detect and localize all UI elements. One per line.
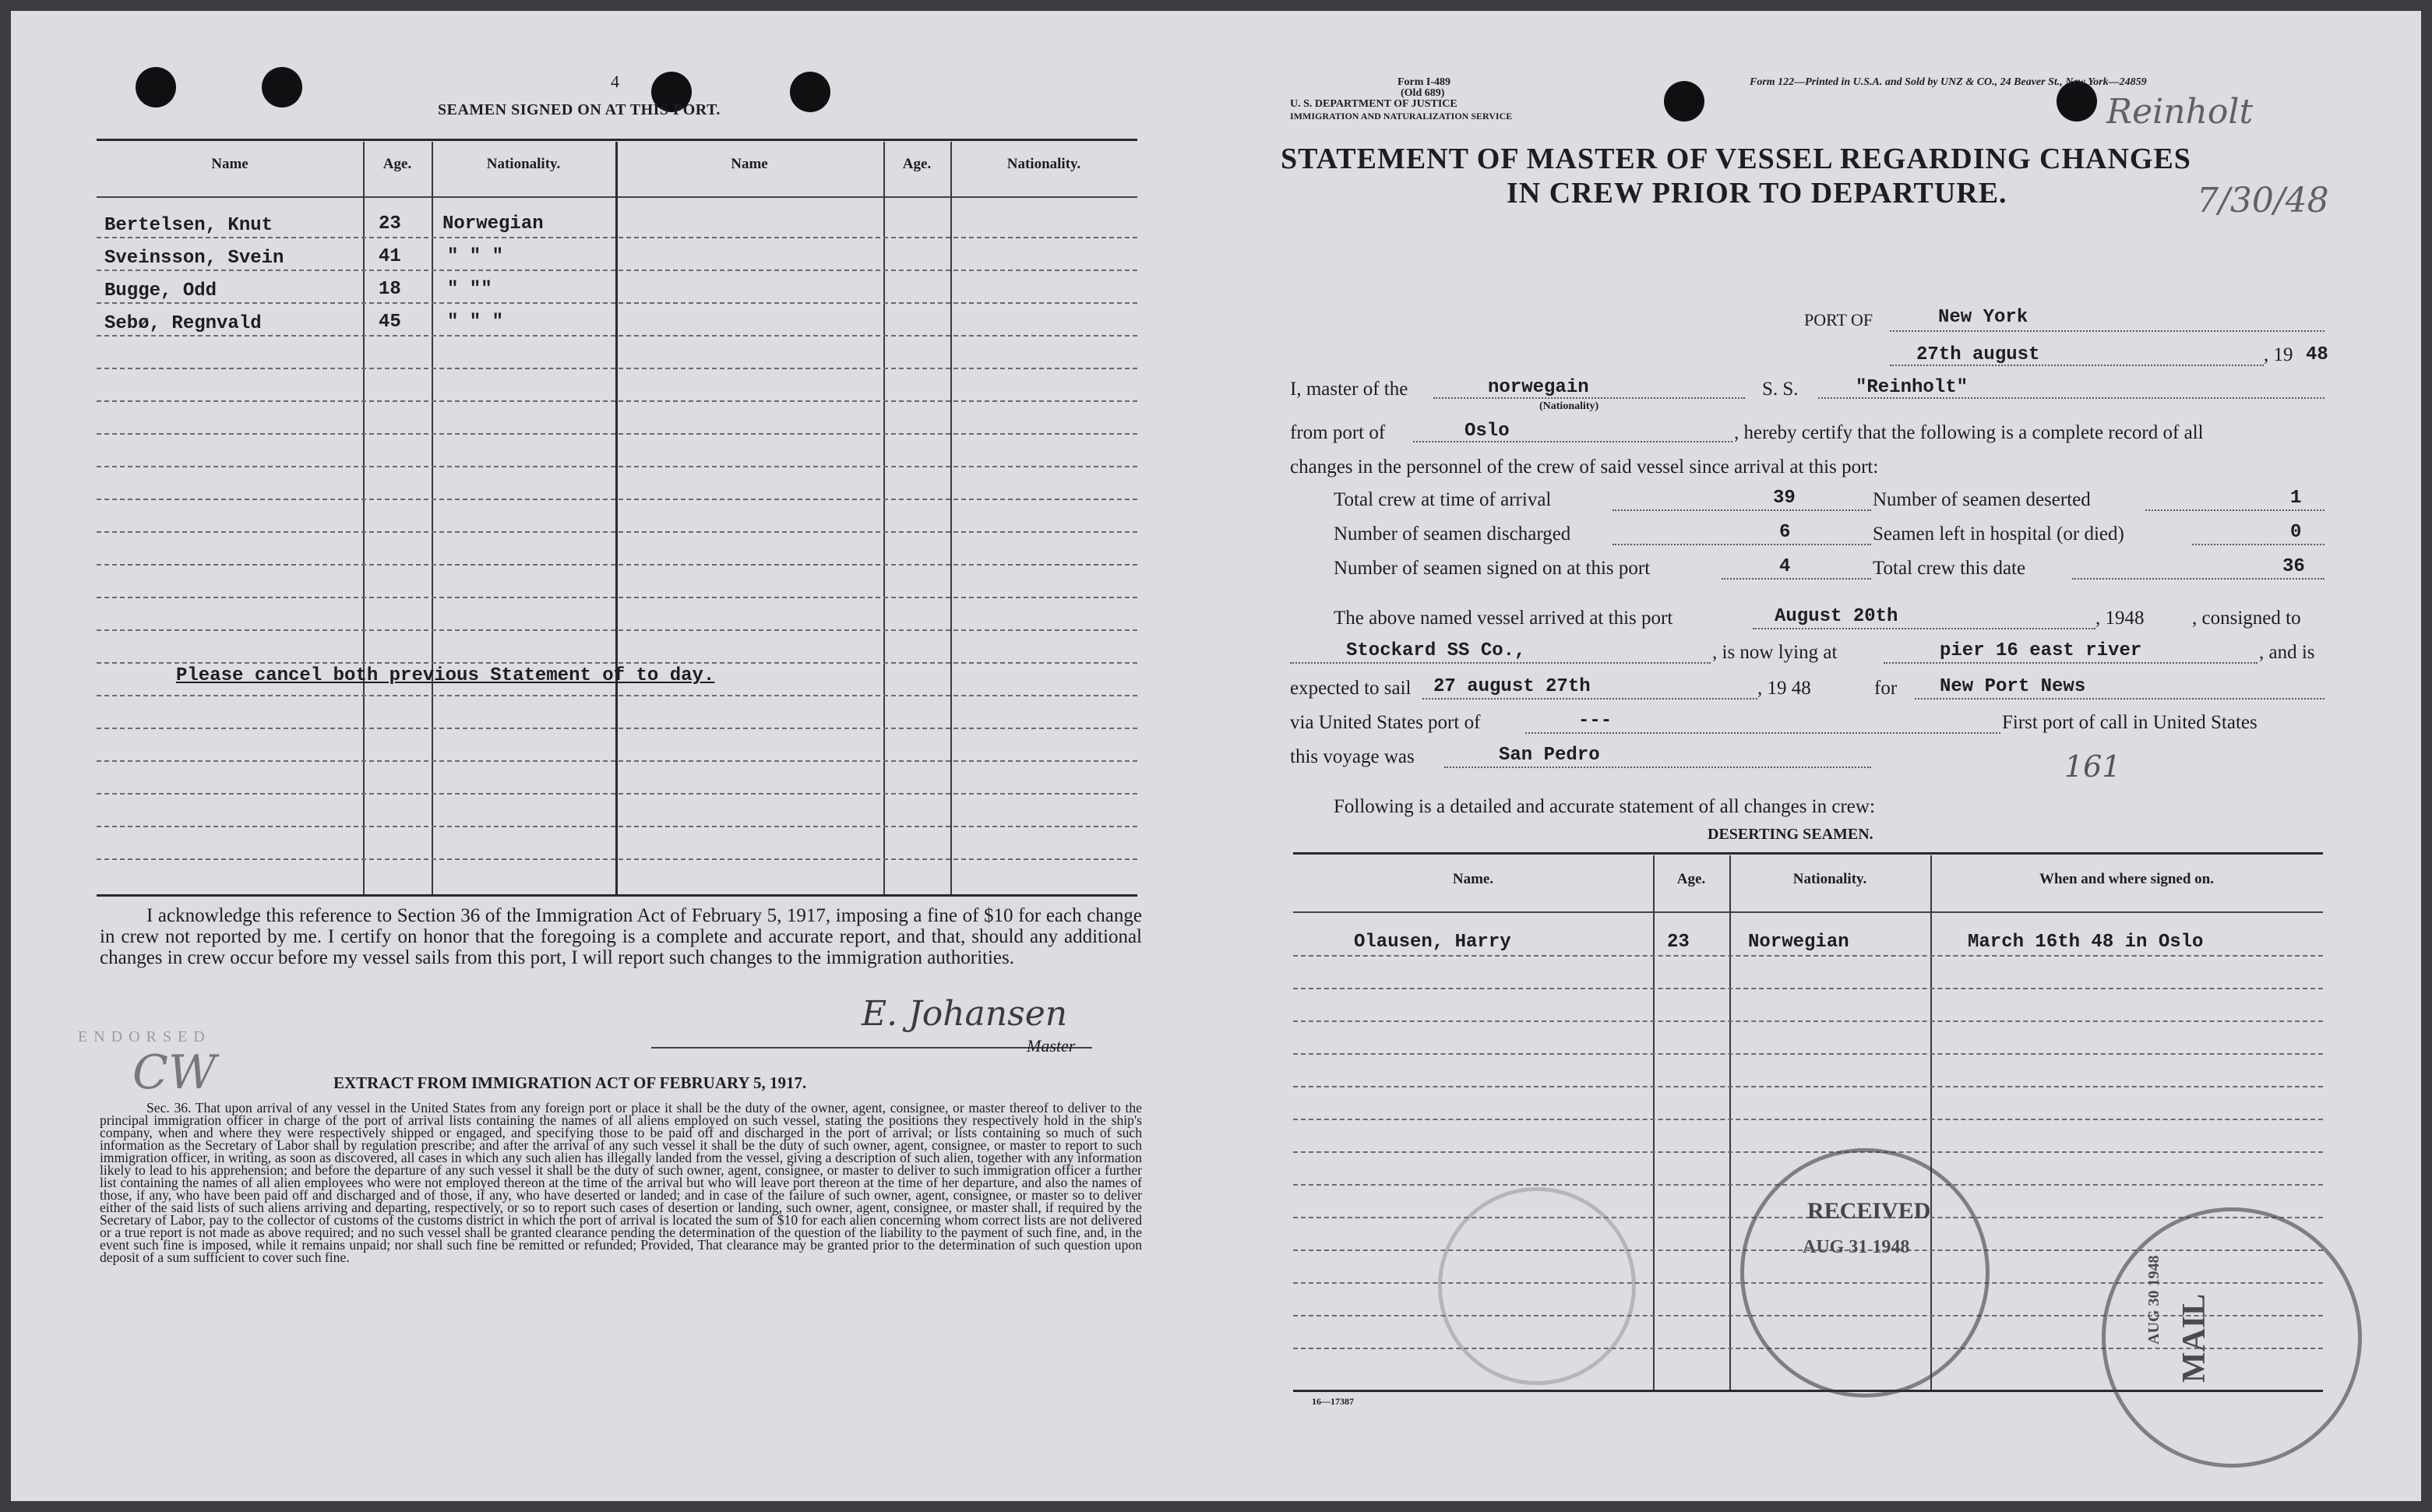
from-port-label: from port of xyxy=(1290,422,1386,443)
crew-age: 23 xyxy=(379,213,401,234)
form-number: Form I-489 xyxy=(1398,76,1451,88)
form-old-number: (Old 689) xyxy=(1401,87,1445,99)
department-name: U. S. DEPARTMENT OF JUSTICE xyxy=(1290,98,1457,110)
stat-value-total-arrival: 39 xyxy=(1773,488,1796,509)
master-signature: E. Johansen xyxy=(862,994,1068,1034)
stat-line xyxy=(2145,509,2324,511)
first-port-label: First port of call in United States xyxy=(2002,712,2258,733)
stat-value-deserted: 1 xyxy=(2290,488,2302,509)
master-of-label: I, master of the xyxy=(1290,379,1408,400)
voyage-label: this voyage was xyxy=(1290,746,1415,767)
received-stamp-label: RECEIVED xyxy=(1807,1198,1931,1224)
arrived-year: , 1948 xyxy=(2095,608,2145,629)
column-divider xyxy=(615,142,618,894)
nationality-caption: (Nationality) xyxy=(1539,400,1599,412)
port-label: PORT OF xyxy=(1804,310,1873,330)
expected-year: , 19 48 xyxy=(1757,678,1811,699)
col-header-name: Name xyxy=(211,156,248,172)
desert-header-signed: When and where signed on. xyxy=(2039,871,2214,887)
column-divider xyxy=(883,142,885,894)
crew-name: Sveinsson, Svein xyxy=(104,248,284,269)
destination-value: New Port News xyxy=(1940,676,2086,697)
desert-header-nationality: Nationality. xyxy=(1792,871,1867,887)
stat-value-total-today: 36 xyxy=(2282,556,2305,577)
changes-text: changes in the personnel of the crew of said vessel since arrival at this port: xyxy=(1290,456,1879,478)
form-footer-code: 16—17387 xyxy=(1312,1396,1354,1407)
left-page-title: SEAMEN SIGNED ON AT THIS PORT. xyxy=(438,101,721,118)
column-divider xyxy=(1653,855,1655,1390)
arrived-value: August 20th xyxy=(1775,606,1898,627)
crew-age: 41 xyxy=(379,246,401,267)
form-title-line1: STATEMENT OF MASTER OF VESSEL REGARDING CHANGES xyxy=(1281,143,2191,175)
destination-line xyxy=(1915,698,2324,700)
deserting-title: DESERTING SEAMEN. xyxy=(1708,826,1873,843)
received-stamp xyxy=(1740,1148,1990,1397)
printer-line: Form 122—Printed in U.S.A. and Sold by UNZ & CO., 24 Beaver St., New York—24859 xyxy=(1750,76,2147,88)
and-is-label: , and is xyxy=(2259,642,2315,663)
deserter-name: Olausen, Harry xyxy=(1354,932,1511,953)
certify-text: , hereby certify that the following is a complete record of all xyxy=(1734,422,2204,443)
deserter-signed-on: March 16th 48 in Oslo xyxy=(1968,932,2204,953)
handwritten-date: 7/30/48 xyxy=(2197,181,2329,220)
following-text: Following is a detailed and accurate statement of all changes in crew: xyxy=(1334,796,1875,817)
deserter-nationality: Norwegian xyxy=(1748,932,1849,953)
consigned-label: , consigned to xyxy=(2192,608,2301,629)
consignee-line xyxy=(1290,662,1711,664)
via-value: --- xyxy=(1578,710,1613,731)
punch-hole xyxy=(1664,81,1704,122)
lying-line xyxy=(1884,662,2258,664)
handwritten-page-number: 161 xyxy=(2064,749,2121,784)
table-top-rule xyxy=(97,139,1137,141)
via-line xyxy=(1525,732,2000,734)
stat-value-discharged: 6 xyxy=(1779,522,1791,543)
from-port-value: Oslo xyxy=(1464,421,1510,442)
stat-label-hospital: Seamen left in hospital (or died) xyxy=(1873,523,2124,545)
cancel-note: Please cancel both previous Statement of to day. xyxy=(176,665,715,686)
document-sheet xyxy=(11,11,2421,1501)
table-bottom-rule xyxy=(97,894,1137,897)
desert-header-name: Name. xyxy=(1452,871,1494,887)
crew-name: Bertelsen, Knut xyxy=(104,215,273,236)
year-prefix: , 19 xyxy=(2264,344,2293,365)
stat-label-deserted: Number of seamen deserted xyxy=(1873,489,2091,510)
stat-line xyxy=(1613,544,1871,545)
date-line xyxy=(1890,365,2264,366)
punch-hole xyxy=(790,72,830,112)
stat-label-total-today: Total crew this date xyxy=(1873,558,2026,579)
deserter-age: 23 xyxy=(1667,932,1690,953)
deserting-table-top xyxy=(1293,852,2323,855)
received-stamp-date: AUG 31 1948 xyxy=(1803,1237,1910,1257)
punch-hole xyxy=(136,67,176,107)
column-divider xyxy=(363,142,365,894)
extract-title: EXTRACT FROM IMMIGRATION ACT OF FEBRUARY 5, 1917. xyxy=(333,1073,807,1092)
service-name: IMMIGRATION AND NATURALIZATION SERVICE xyxy=(1290,111,1513,122)
ss-label: S. S. xyxy=(1762,379,1799,400)
crew-age: 45 xyxy=(379,312,401,333)
col-header-nationality: Nationality. xyxy=(486,156,561,172)
crew-name: Bugge, Odd xyxy=(104,280,217,301)
column-divider xyxy=(950,142,952,894)
handwritten-vessel-name: Reinholt xyxy=(2106,92,2254,132)
crew-nationality: " " " xyxy=(447,312,504,333)
expected-label: expected to sail xyxy=(1290,678,1412,699)
crew-age: 18 xyxy=(379,279,401,300)
port-value: New York xyxy=(1938,307,2028,328)
vessel-line xyxy=(1818,397,2324,399)
stat-label-discharged: Number of seamen discharged xyxy=(1334,523,1571,545)
col-header-age: Age. xyxy=(902,156,932,172)
expected-value: 27 august 27th xyxy=(1433,676,1591,697)
lying-label: , is now lying at xyxy=(1712,642,1838,663)
extract-text: Sec. 36. That upon arrival of any vessel in the United States from any foreign port or place it shall be the duty of the owner, agent, consignee, or master thereof to deliver to the principal immigration officer in charge of the port of arrival lists containing the names of all aliens employed on such vessel, stating the positions they respectively hold in the ship's company, when and where they were respectively shipped or engaged, and specifying those to be paid off and discharged in the port of arrival; or lists containing so much of such information as the Secretary of Labor shall by regulation prescribe; and after the arrival of any such vessel it shall be the duty of such owner, agent, consignee, or master to report to such immigration officer, in writing, as soon as discovered, all cases in which any such alien has illegally landed from the vessel, giving a description of such alien, together with any information likely to lead to his apprehension; and before the departure of any such vessel it shall be the duty of such owner, agent, consignee, or master to deliver to such immigration officer a further list containing the names of all alien employees who were not employed thereon at the time of the arrival but who will leave port thereon at the time of her departure, and also the names of those, if any, who have been paid off and discharged and of those, if any, who have deserted or landed; and in case of the failure of such owner, agent, consignee, or master so to deliver either of the said lists of such aliens arriving and departing, respectively, or so to report such cases of desertion or landing, such owner, agent, consignee, or master shall, if required by the Secretary of Labor, pay to the collector of customs of the customs district in which the port of arrival is located the sum of $10 for each alien concerning whom correct lists are not delivered or a true report is not made as above required; and no such vessel shall be granted clearance pending the determination of the question of the liability to the payment of such fine, and, in the event such fine is imposed, while it remains unpaid; nor shall such fine be remitted or refunded; Provided, That clearance may be granted prior to the determination of such question upon deposit of a sum sufficient to cover such fine. xyxy=(100,1100,1142,1265)
expected-line xyxy=(1422,698,1757,700)
mail-stamp xyxy=(2102,1207,2362,1468)
date-value: 27th august xyxy=(1916,344,2040,365)
stat-line xyxy=(2072,578,2324,580)
mail-stamp-date: AUG 30 1948 xyxy=(2145,1255,2162,1345)
via-label: via United States port of xyxy=(1290,712,1481,733)
stat-label-signed-on: Number of seamen signed on at this port xyxy=(1334,558,1651,579)
form-title-line2: IN CREW PRIOR TO DEPARTURE. xyxy=(1507,177,2007,210)
vessel-value: "Reinholt" xyxy=(1856,377,1969,398)
faint-received-stamp xyxy=(1438,1187,1636,1385)
crew-nationality: Norwegian xyxy=(442,213,544,234)
nationality-line xyxy=(1433,397,1745,399)
column-divider xyxy=(432,142,433,894)
stat-line xyxy=(1722,578,1871,580)
stat-value-hospital: 0 xyxy=(2290,522,2302,543)
nationality-value: norwegain xyxy=(1488,377,1589,398)
crew-nationality: " " " xyxy=(447,246,504,267)
voyage-value: San Pedro xyxy=(1499,745,1600,766)
punch-hole xyxy=(262,67,302,107)
lying-value: pier 16 east river xyxy=(1940,640,2142,661)
port-line xyxy=(1890,330,2324,332)
stat-line xyxy=(2192,544,2324,545)
deserting-header-rule xyxy=(1293,911,2323,913)
arrived-line xyxy=(1753,628,2095,629)
handwritten-initials: CW xyxy=(132,1045,217,1100)
column-divider xyxy=(1729,855,1731,1390)
voyage-line xyxy=(1444,767,1871,768)
master-label: Master xyxy=(1027,1036,1076,1056)
arrived-label: The above named vessel arrived at this port xyxy=(1334,608,1673,629)
left-page-number: 4 xyxy=(611,72,619,91)
consignee-value: Stockard SS Co., xyxy=(1346,640,1526,661)
col-header-name: Name xyxy=(731,156,768,172)
crew-nationality: " "" xyxy=(447,279,492,300)
stat-value-signed-on: 4 xyxy=(1779,556,1791,577)
mail-stamp-label: MAIL xyxy=(2176,1293,2213,1383)
year-value: 48 xyxy=(2306,344,2328,365)
for-label: for xyxy=(1874,678,1898,699)
from-port-line xyxy=(1413,441,1732,442)
stat-label-total-arrival: Total crew at time of arrival xyxy=(1334,489,1552,510)
endorsed-stamp: ENDORSED xyxy=(78,1028,211,1045)
crew-name: Sebø, Regnvald xyxy=(104,313,262,334)
stat-line xyxy=(1613,509,1871,511)
col-header-nationality: Nationality. xyxy=(1006,156,1081,172)
desert-header-age: Age. xyxy=(1676,871,1706,887)
col-header-age: Age. xyxy=(382,156,412,172)
acknowledgement-text: I acknowledge this reference to Section 36 of the Immigration Act of February 5, 1917, imposing a fine of $10 for each change in crew not reported by me. I certify on honor that the foregoing is a complete and accurate report, and that, should any additional changes in crew occur before my vessel sails from this port, I will report such changes to the immigration authorities. xyxy=(100,905,1142,968)
